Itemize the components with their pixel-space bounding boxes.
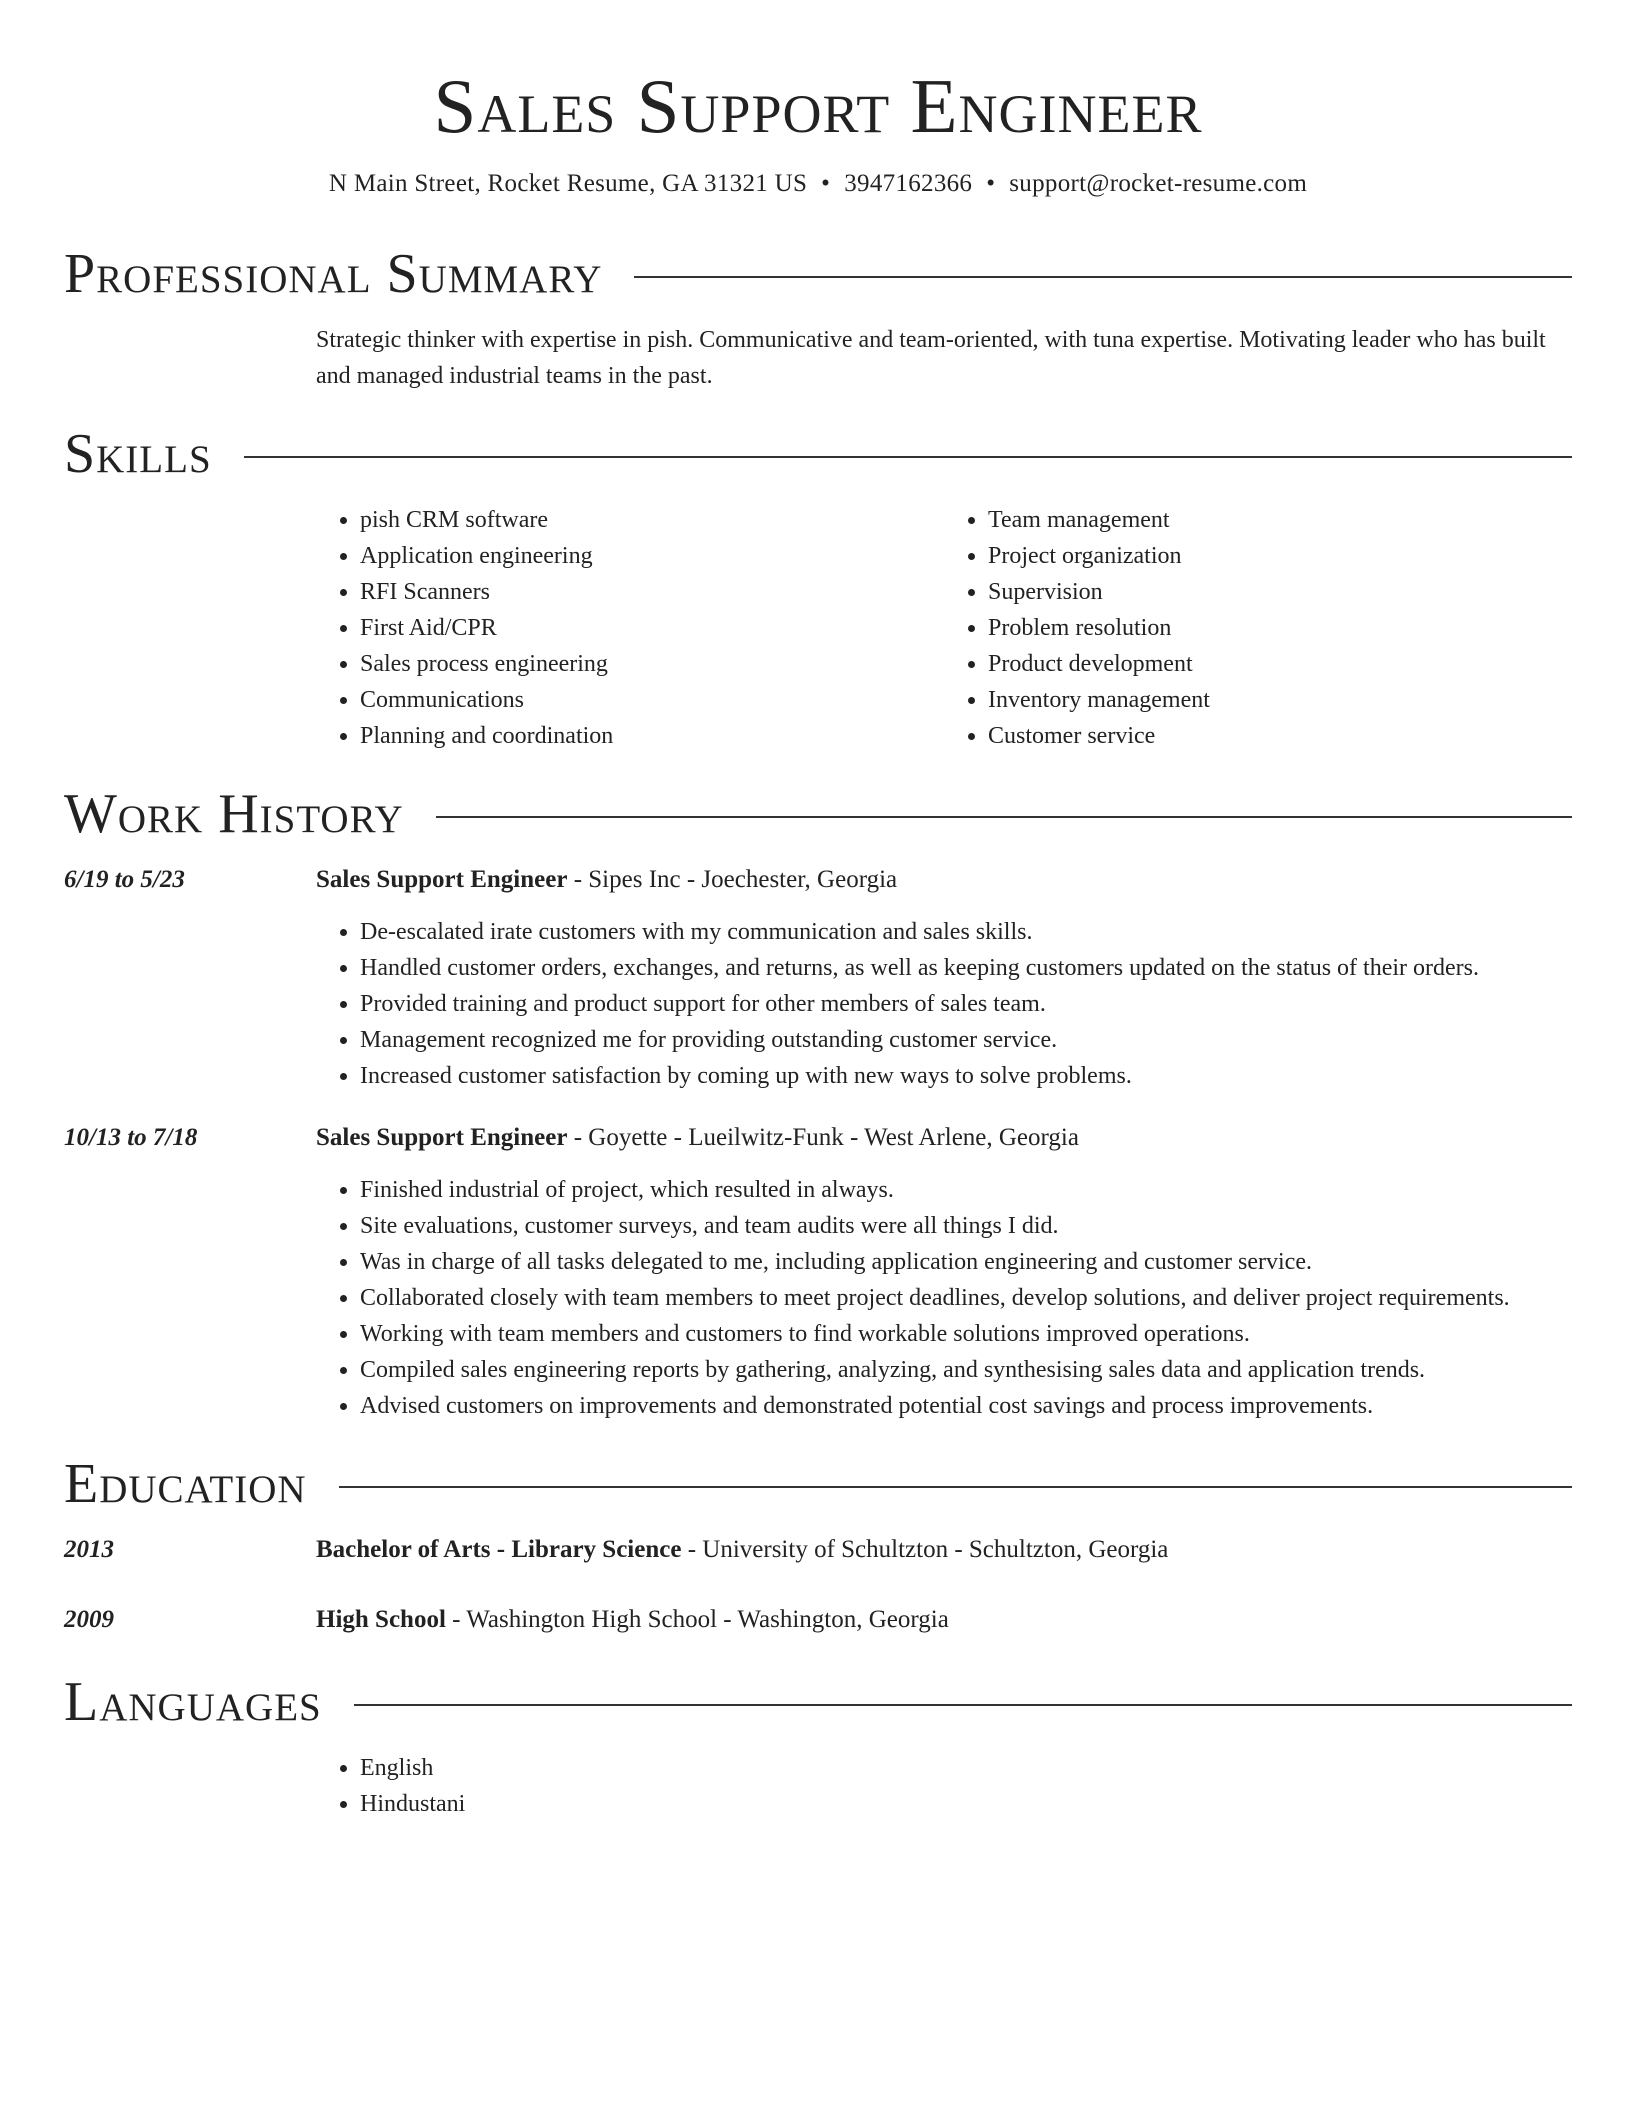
job-entry: [64, 1120, 1572, 1424]
contact-separator: •: [821, 170, 831, 197]
job-bullet: • Site evaluations, customer surveys, and team audits were all things I did.: [360, 1208, 1572, 1244]
job-header: [64, 1120, 1572, 1156]
job-dates: 10/13 to 7/18: [64, 1124, 198, 1151]
job-role: Sales Support Engineer: [316, 866, 568, 893]
education-line: [316, 1532, 1168, 1568]
skills-column-left: [316, 502, 944, 754]
skill-item: • Supervision: [988, 574, 1572, 610]
job-bullet: • Management recognized me for providing outstanding customer service.: [360, 1022, 1572, 1058]
contact-address: N Main Street, Rocket Resume, GA 31321 US: [328, 170, 808, 197]
job-entry: [64, 862, 1572, 1094]
contact-email: support@rocket-resume.com: [1009, 170, 1308, 197]
skill-item: • Problem resolution: [988, 610, 1572, 646]
job-details: - Goyette - Lueilwitz-Funk - West Arlene, Georgia: [567, 1124, 1079, 1151]
skill-item: • Project organization: [988, 538, 1572, 574]
summary-section-header: [64, 244, 1572, 304]
resume-title: Sales Support Engineer: [433, 63, 1203, 149]
skill-item: • RFI Scanners: [360, 574, 944, 610]
contact-phone: 3947162366: [844, 170, 973, 197]
work-section-header: [64, 784, 1572, 844]
job-bullet: • Compiled sales engineering reports by gathering, analyzing, and synthesising sales data and application trends.: [360, 1352, 1572, 1388]
language-item: • Hindustani: [360, 1786, 1572, 1822]
job-bullet: • Finished industrial of project, which resulted in always.: [360, 1172, 1572, 1208]
job-bullet: • Handled customer orders, exchanges, and returns, as well as keeping customers updated on the status of their orders.: [360, 950, 1572, 986]
skill-item: • pish CRM software: [360, 502, 944, 538]
education-year: 2009: [64, 1606, 114, 1633]
education-entry: [64, 1532, 1572, 1568]
job-bullet: • Working with team members and customers to find workable solutions improved operations.: [360, 1316, 1572, 1352]
contact-line: [64, 168, 1572, 200]
resume-page: [64, 0, 1572, 1822]
skills-heading: Skills: [64, 423, 212, 485]
education-details: - Washington High School - Washington, Georgia: [445, 1606, 949, 1633]
job-details: - Sipes Inc - Joechester, Georgia: [567, 866, 898, 893]
language-item: • English: [360, 1750, 1572, 1786]
education-heading: Education: [64, 1453, 307, 1515]
job-bullets: [316, 914, 1572, 1094]
job-bullet: • De-escalated irate customers with my communication and sales skills.: [360, 914, 1572, 950]
job-bullet: • Collaborated closely with team members to meet project deadlines, develop solutions, and deliver project requirements.: [360, 1280, 1572, 1316]
job-header: [64, 862, 1572, 898]
summary-heading: Professional Summary: [64, 243, 603, 305]
skill-item: • Product development: [988, 646, 1572, 682]
languages-list-wrap: [316, 1750, 1572, 1822]
languages-list: [316, 1750, 1572, 1822]
skill-item: • Planning and coordination: [360, 718, 944, 754]
languages-section-header: [64, 1672, 1572, 1732]
section-divider: [634, 276, 1572, 278]
job-title-line: [316, 862, 897, 898]
skill-item: • Application engineering: [360, 538, 944, 574]
contact-separator: •: [986, 170, 996, 197]
job-bullet: • Advised customers on improvements and demonstrated potential cost savings and process improvements.: [360, 1388, 1572, 1424]
education-section-header: [64, 1454, 1572, 1514]
job-bullets: [316, 1172, 1572, 1424]
job-role: Sales Support Engineer: [316, 1124, 568, 1151]
section-divider: [354, 1704, 1572, 1706]
job-dates: 6/19 to 5/23: [64, 866, 185, 893]
section-divider: [436, 816, 1572, 818]
education-line: [316, 1602, 949, 1638]
education-year: 2013: [64, 1536, 114, 1563]
skill-item: • Inventory management: [988, 682, 1572, 718]
job-bullet: • Increased customer satisfaction by coming up with new ways to solve problems.: [360, 1058, 1572, 1094]
summary-text: Strategic thinker with expertise in pish. Communicative and team-oriented, with tuna expertise. Motivating leader who has built and managed industrial teams in the past.: [316, 327, 1546, 389]
work-heading: Work History: [64, 783, 404, 845]
job-bullet: • Was in charge of all tasks delegated to me, including application engineering and customer service.: [360, 1244, 1572, 1280]
skill-item: • First Aid/CPR: [360, 610, 944, 646]
education-degree: Bachelor of Arts - Library Science: [316, 1536, 682, 1563]
education-entry: [64, 1602, 1572, 1638]
skill-item: • Customer service: [988, 718, 1572, 754]
skill-item: • Communications: [360, 682, 944, 718]
skills-column-right: [944, 502, 1572, 754]
languages-heading: Languages: [64, 1671, 322, 1733]
skills-list: [316, 502, 1572, 754]
job-bullet: • Provided training and product support for other members of sales team.: [360, 986, 1572, 1022]
section-divider: [244, 456, 1572, 458]
education-details: - University of Schultzton - Schultzton, Georgia: [681, 1536, 1169, 1563]
skill-item: • Sales process engineering: [360, 646, 944, 682]
job-title-line: [316, 1120, 1079, 1156]
skills-section-header: [64, 424, 1572, 484]
education-degree: High School: [316, 1606, 446, 1633]
skill-item: • Team management: [988, 502, 1572, 538]
section-divider: [339, 1486, 1572, 1488]
